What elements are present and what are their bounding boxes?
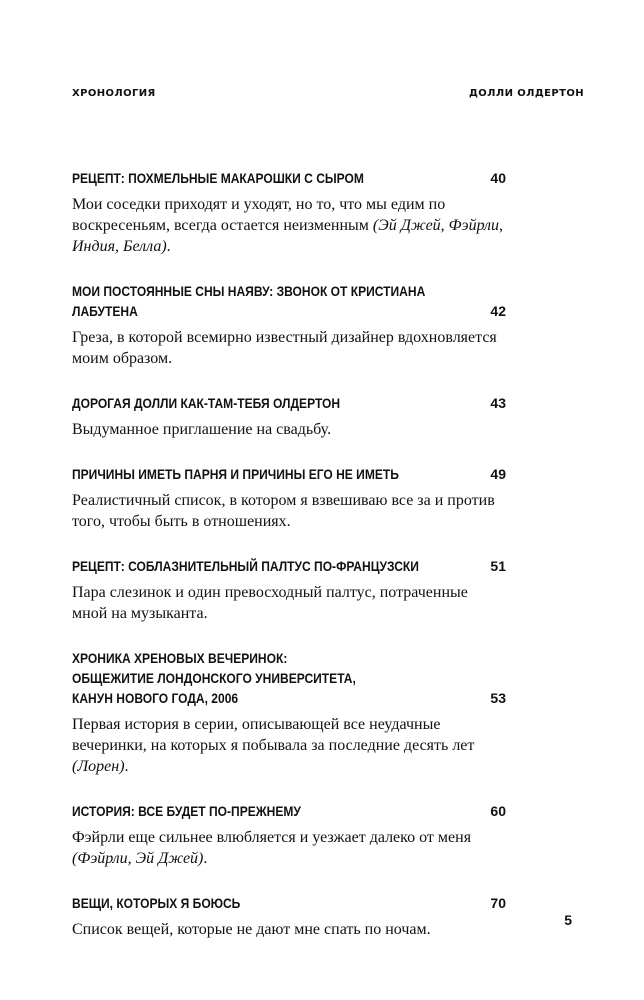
entry-title: ДОРОГАЯ ДОЛЛИ КАК-ТАМ-ТЕБЯ ОЛДЕРТОН — [72, 395, 341, 411]
entry-description — [72, 194, 506, 257]
entry-description-end: . — [203, 850, 208, 867]
toc-entry — [72, 281, 506, 369]
toc-entry — [72, 393, 506, 440]
entry-page-number: 70 — [490, 895, 506, 911]
running-head-right: ДОЛЛИ ОЛДЕРТОН — [468, 88, 584, 99]
entry-title: РЕЦЕПТ: ПОХМЕЛЬНЫЕ МАКАРОШКИ С СЫРОМ — [72, 170, 364, 186]
entry-description-note: (Лорен) — [72, 758, 125, 775]
toc-entry — [72, 556, 506, 624]
entry-title: МОИ ПОСТОЯННЫЕ СНЫ НАЯВУ: ЗВОНОК ОТ КРИСТИАНА ЛАБУТЕНА — [72, 283, 426, 319]
toc-entry — [72, 893, 506, 940]
entry-title: ПРИЧИНЫ ИМЕТЬ ПАРНЯ И ПРИЧИНЫ ЕГО НЕ ИМЕТЬ — [72, 466, 399, 482]
running-head-left: ХРОНОЛОГИЯ — [72, 88, 156, 99]
entry-page-number: 42 — [490, 303, 506, 319]
entry-title: ИСТОРИЯ: ВСЕ БУДЕТ ПО-ПРЕЖНЕМУ — [72, 803, 301, 819]
toc-entry — [72, 168, 506, 257]
entry-description-text: Первая история в серии, описывающей все неудачные вечеринки, на которых я побывала за последние десять лет — [72, 716, 475, 754]
entry-description: Пара слезинок и один превосходный палтус, потраченные мной на музыканта. — [72, 584, 468, 622]
entry-description-note: (Эй Джей, Фэйрли, Индия, Белла) — [72, 217, 503, 255]
entry-title: РЕЦЕПТ: СОБЛАЗНИТЕЛЬНЫЙ ПАЛТУС ПО-ФРАНЦУЗСКИ — [72, 558, 419, 574]
entry-title: ВЕЩИ, КОТОРЫХ Я БОЮСЬ — [72, 895, 241, 911]
toc-entry — [72, 648, 506, 777]
entry-description-note: (Фэйрли, Эй Джей) — [72, 850, 204, 867]
entry-description: Греза, в которой всемирно известный дизайнер вдохновляется моим образом. — [72, 329, 497, 367]
entry-page-number: 60 — [490, 803, 506, 819]
entry-page-number: 51 — [490, 558, 506, 574]
entry-description — [72, 827, 506, 869]
entry-page-number: 43 — [490, 395, 506, 411]
entry-description-end: . — [124, 758, 129, 775]
toc-entry — [72, 464, 506, 532]
entry-description-end: . — [166, 238, 171, 255]
entry-description-text: Фэйрли еще сильнее влюбляется и уезжает далеко от меня — [72, 829, 472, 846]
entry-page-number: 40 — [490, 170, 506, 186]
page-number: 5 — [564, 912, 572, 928]
entry-title: ХРОНИКА ХРЕНОВЫХ ВЕЧЕРИНОК: ОБЩЕЖИТИЕ ЛОНДОНСКОГО УНИВЕРСИТЕТА, КАНУН НОВОГО ГОДА, 2006 — [72, 650, 356, 706]
entry-page-number: 53 — [490, 690, 506, 706]
entry-description — [72, 714, 506, 777]
toc-entry — [72, 801, 506, 869]
entry-description: Реалистичный список, в котором я взвешиваю все за и против того, чтобы быть в отношениях. — [72, 492, 495, 530]
entry-page-number: 49 — [490, 466, 506, 482]
table-of-contents — [72, 168, 506, 940]
entry-description: Список вещей, которые не дают мне спать по ночам. — [72, 921, 431, 938]
entry-description-text: Мои соседки приходят и уходят, но то, что мы едим по воскресеньям, всегда остается неизменным — [72, 196, 446, 234]
entry-description: Выдуманное приглашение на свадьбу. — [72, 421, 332, 438]
